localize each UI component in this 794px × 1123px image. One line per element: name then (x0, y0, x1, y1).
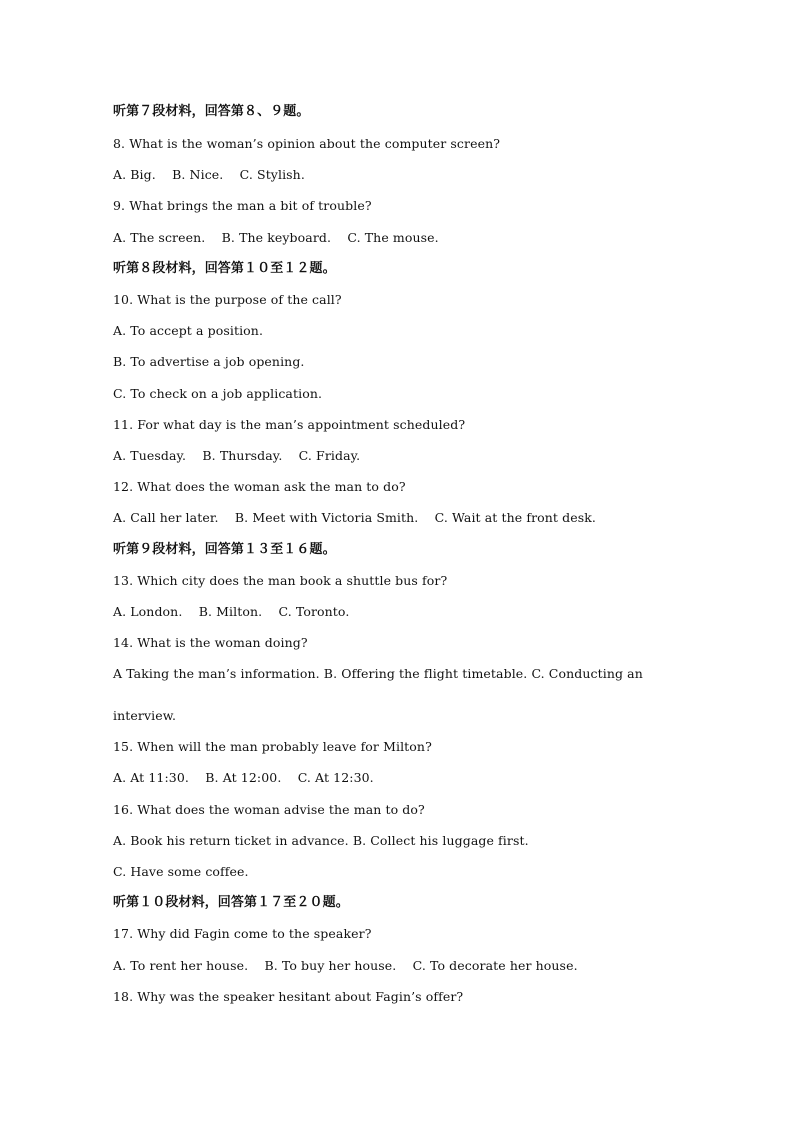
question-12: 12. What does the woman ask the man to do? (113, 479, 406, 494)
options-8: A. Big. B. Nice. C. Stylish. (113, 167, 305, 182)
question-15: 15. When will the man probably leave for Milton? (113, 739, 432, 754)
question-17: 17. Why did Fagin come to the speaker? (113, 926, 372, 941)
options-15: A. At 11:30. B. At 12:00. C. At 12:30. (113, 770, 374, 785)
question-18: 18. Why was the speaker hesitant about Fagin’s offer? (113, 989, 464, 1004)
option-10-b: B. To advertise a job opening. (113, 354, 305, 369)
section-heading-8: 听第８段材料，回答第１０至１２题。 (113, 261, 336, 276)
options-14: A Taking the man’s information. B. Offering the flight timetable. C. Conducting an (113, 666, 643, 681)
options-17: A. To rent her house. B. To buy her house. C. To decorate her house. (113, 958, 578, 973)
option-10-a: A. To accept a position. (113, 323, 264, 338)
question-16: 16. What does the woman advise the man to do? (113, 802, 425, 817)
option-16-c: C. Have some coffee. (113, 864, 249, 879)
section-heading-7: 听第７段材料，回答第８、９题。 (113, 104, 310, 119)
question-14: 14. What is the woman doing? (113, 635, 308, 650)
options-11: A. Tuesday. B. Thursday. C. Friday. (113, 448, 361, 463)
section-heading-10: 听第１０段材料，回答第１７至２０题。 (113, 895, 349, 910)
question-10: 10. What is the purpose of the call? (113, 292, 342, 307)
question-11: 11. For what day is the man’s appointment scheduled? (113, 417, 466, 432)
question-8: 8. What is the woman’s opinion about the computer screen? (113, 136, 501, 151)
option-10-c: C. To check on a job application. (113, 386, 323, 401)
options-16-ab: A. Book his return ticket in advance. B. Collect his luggage first. (113, 833, 529, 848)
options-14-continued: interview. (113, 708, 177, 723)
question-9: 9. What brings the man a bit of trouble? (113, 198, 372, 213)
options-12: A. Call her later. B. Meet with Victoria Smith. C. Wait at the front desk. (113, 510, 596, 525)
section-heading-9: 听第９段材料，回答第１３至１６题。 (113, 542, 336, 557)
options-13: A. London. B. Milton. C. Toronto. (113, 604, 350, 619)
options-9: A. The screen. B. The keyboard. C. The mouse. (113, 230, 439, 245)
question-13: 13. Which city does the man book a shuttle bus for? (113, 573, 448, 588)
